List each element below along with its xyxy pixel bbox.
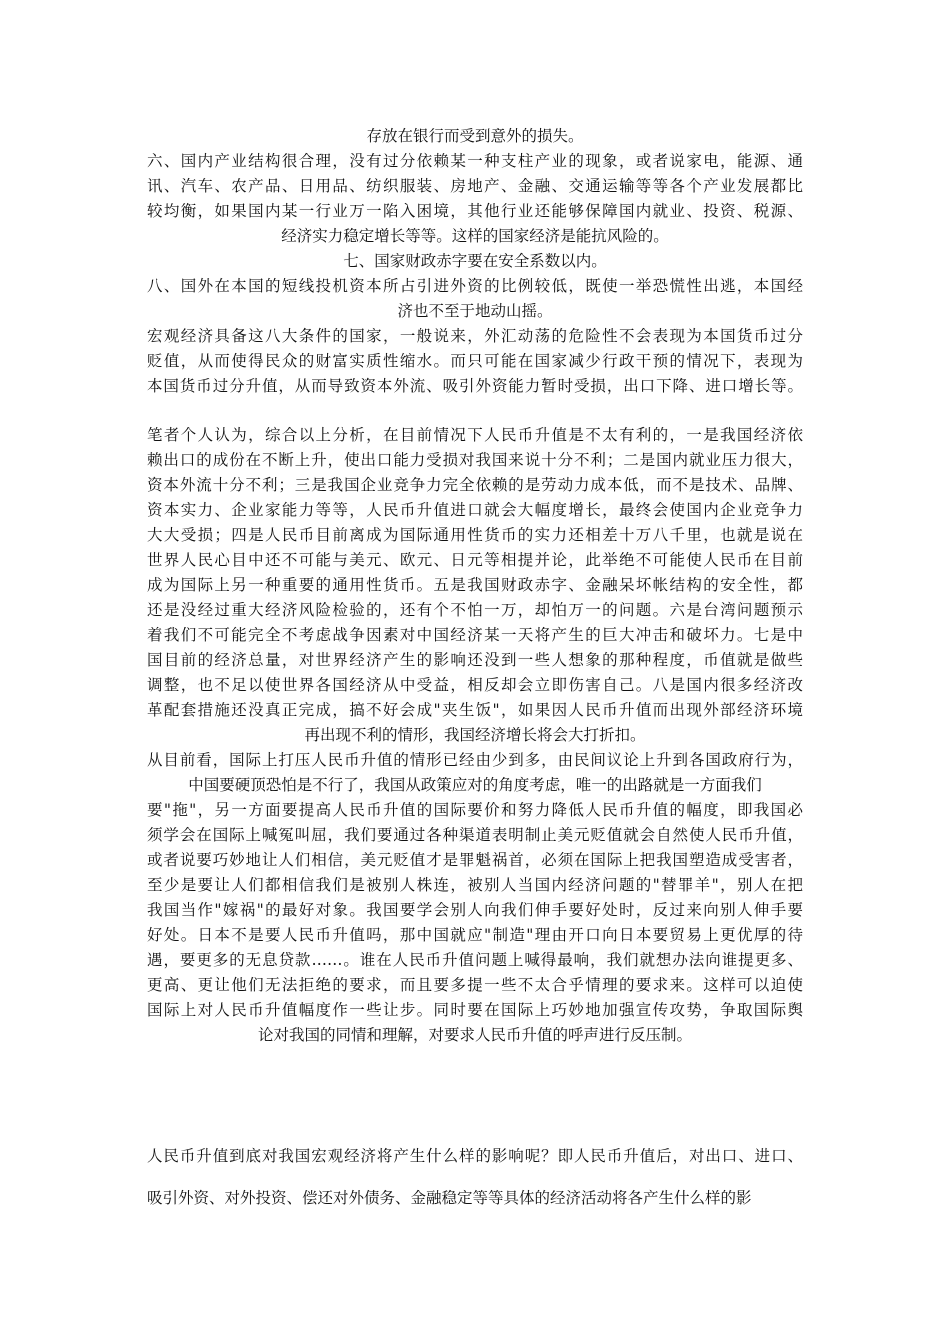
text-line: 革配套措施还没真正完成，搞不好会成"夹生饭"，如果因人民币升值而出现外部经济环境 — [147, 701, 803, 719]
text-line: 贬值，从而使得民众的财富实质性缩水。而只可能在国家减少行政干预的情况下，表现为 — [147, 352, 803, 370]
text-line: 济也不至于地动山摇。 — [397, 302, 553, 320]
text-line: 须学会在国际上喊冤叫屈，我们要通过各种渠道表明制止美元贬值就会自然使人民币升值， — [147, 826, 803, 844]
text-line: 国际上对人民币升值幅度作一些让步。同时要在国际上巧妙地加强宣传攻势，争取国际舆 — [147, 1001, 803, 1019]
text-line: 存放在银行而受到意外的损失。 — [366, 127, 584, 145]
text-line: 或者说要巧妙地让人们相信，美元贬值才是罪魁祸首，必须在国际上把我国塑造成受害者， — [147, 851, 803, 869]
text-line: 至少是要让人们都相信我们是被别人株连，被别人当国内经济问题的"替罪羊"，别人在把 — [147, 876, 803, 894]
text-line: 大大受损；四是人民币目前离成为国际通用性货币的实力还相差十万八千里，也就是说在 — [147, 526, 803, 544]
text-line: 还是没经过重大经济风险检验的，还有个不怕一万，却怕万一的问题。六是台湾问题预示 — [147, 601, 803, 619]
text-line: 较均衡，如果国内某一行业万一陷入困境，其他行业还能够保障国内就业、投资、税源、 — [147, 202, 803, 220]
text-line: 资本外流十分不利；三是我国企业竞争力完全依赖的是劳动力成本低，而不是技术、品牌、 — [147, 476, 803, 494]
text-line: 更高、更让他们无法拒绝的要求，而且要多提一些不太合乎情理的要求来。这样可以迫使 — [147, 976, 803, 994]
text-line: 本国货币过分升值，从而导致资本外流、吸引外资能力暂时受损，出口下降、进口增长等。 — [147, 377, 803, 395]
text-line: 成为国际上另一种重要的通用性货币。五是我国财政赤字、金融呆坏帐结构的安全性，都 — [147, 576, 803, 594]
text-line: 讯、汽车、农产品、日用品、纺织服装、房地产、金融、交通运输等等各个产业发展都比 — [147, 177, 803, 195]
text-line: 从目前看，国际上打压人民币升值的情形已经由少到多，由民间议论上升到各国政府行为， — [147, 751, 803, 769]
text-line: 着我们不可能完全不考虑战争因素对中国经济某一天将产生的巨大冲击和破坏力。七是中 — [147, 626, 803, 644]
text-line: 宏观经济具备这八大条件的国家，一般说来，外汇动荡的危险性不会表现为本国货币过分 — [147, 327, 803, 345]
text-line: 赖出口的成份在不断上升，使出口能力受损对我国来说十分不利；二是国内就业压力很大， — [147, 451, 803, 469]
text-line: 论对我国的同情和理解，对要求人民币升值的呼声进行反压制。 — [257, 1026, 692, 1044]
text-line: 中国要硬顶恐怕是不行了，我国从政策应对的角度考虑，唯一的出路就是一方面我们 — [188, 776, 762, 794]
text-line: 人民币升值到底对我国宏观经济将产生什么样的影响呢？即人民币升值后，对出口、进口、 — [147, 1147, 803, 1165]
text-line: 我国当作"嫁祸"的最好对象。我国要学会别人向我们伸手要好处时，反过来向别人伸手要 — [147, 901, 803, 919]
text-line: 吸引外资、对外投资、偿还对外债务、金融稳定等等具体的经济活动将各产生什么样的影 — [147, 1189, 752, 1207]
text-line: 七、国家财政赤字要在安全系数以内。 — [343, 252, 607, 270]
text-line: 六、国内产业结构很合理，没有过分依赖某一种支柱产业的现象，或者说家电，能源、通 — [147, 152, 803, 170]
text-line: 调整，也不足以使世界各国经济从中受益，相反却会立即伤害自己。八是国内很多经济改 — [147, 676, 803, 694]
text-line: 世界人民心目中还不可能与美元、欧元、日元等相提并论，此举绝不可能使人民币在目前 — [147, 551, 803, 569]
text-line: 要"拖"，另一方面要提高人民币升值的国际要价和努力降低人民币升值的幅度，即我国必 — [147, 801, 803, 819]
text-line: 好处。日本不是要人民币升值吗，那中国就应"制造"理由开口向日本要贸易上更优厚的待 — [147, 926, 803, 944]
text-line: 国目前的经济总量，对世界经济产生的影响还没到一些人想象的那种程度，币值就是做些 — [147, 651, 803, 669]
text-line: 八、国外在本国的短线投机资本所占引进外资的比例较低，既使一举恐慌性出逃，本国经 — [147, 277, 803, 295]
text-line: 笔者个人认为，综合以上分析，在目前情况下人民币升值是不太有利的，一是我国经济依 — [147, 426, 803, 444]
text-line: 资本实力、企业家能力等等，人民币升值进口就会大幅度增长，最终会使国内企业竞争力 — [147, 501, 803, 519]
text-line: 遇，要更多的无息贷款……。谁在人民币升值问题上喊得最响，我们就想办法向谁提更多、 — [147, 951, 803, 969]
text-line: 经济实力稳定增长等等。这样的国家经济是能抗风险的。 — [281, 227, 669, 245]
text-line: 再出现不利的情形，我国经济增长将会大打折扣。 — [304, 726, 646, 744]
